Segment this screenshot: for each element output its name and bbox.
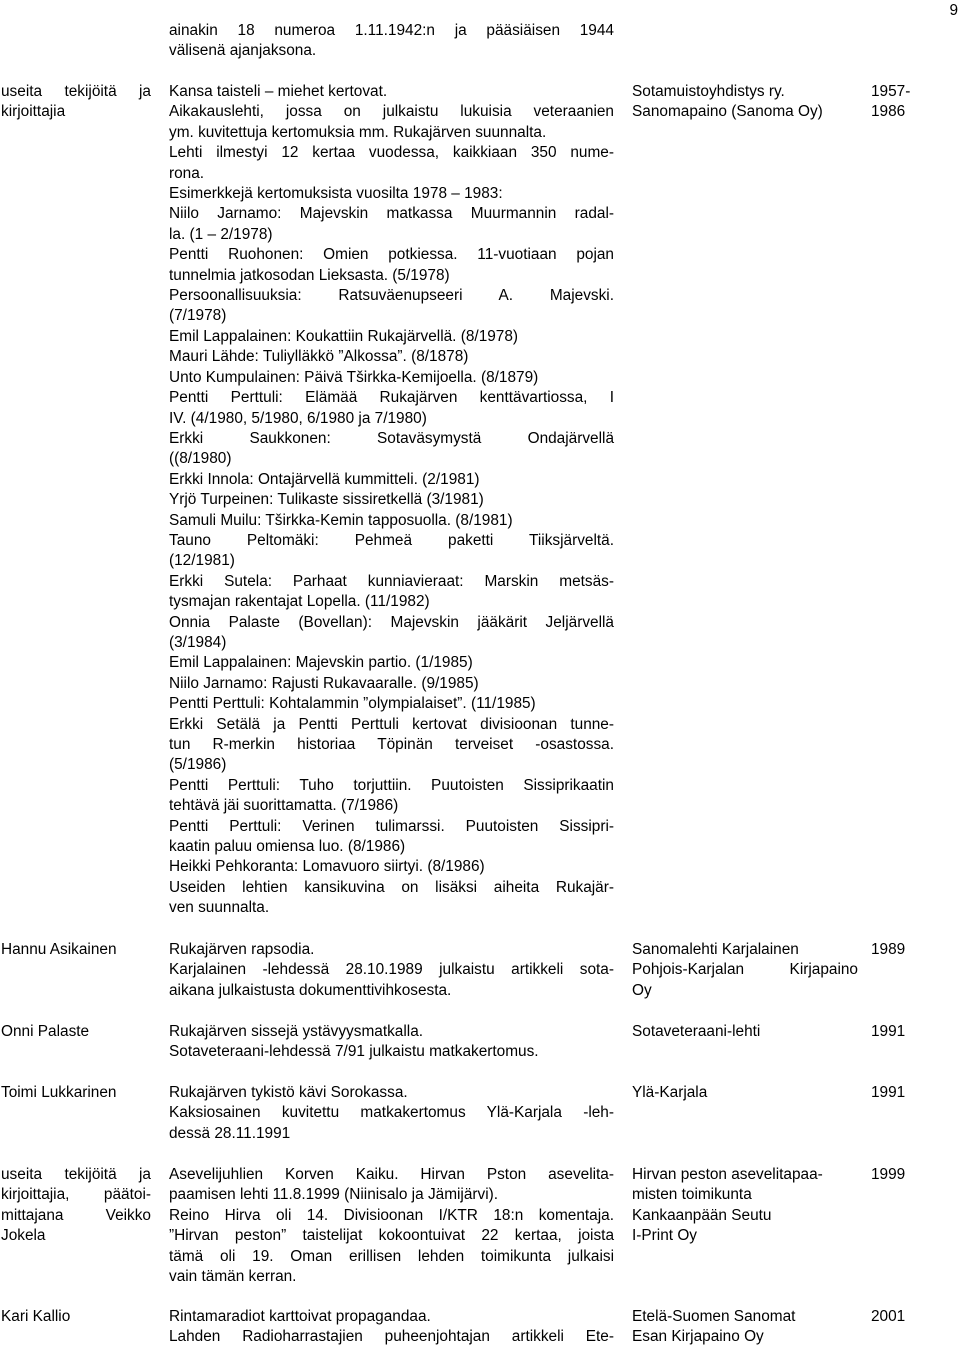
text-line: Niilo Jarnamo: Rajusti Rukavaaralle. (9/1985) bbox=[169, 674, 479, 692]
author-cell bbox=[1, 940, 151, 960]
publisher-cell bbox=[632, 1307, 858, 1348]
author-cell bbox=[1, 1083, 151, 1103]
text-line: Pohjois-Karjalan Kirjapaino bbox=[632, 961, 858, 979]
text-line: mittajana Veikko bbox=[1, 1206, 151, 1224]
text-line: Niilo Jarnamo: Majevskin matkassa Muurmannin radal- bbox=[169, 205, 614, 223]
text-line: ((8/1980) bbox=[169, 450, 232, 468]
author-cell bbox=[1, 1165, 151, 1247]
text-line: IV. (4/1980, 5/1980, 6/1980 ja 7/1980) bbox=[169, 409, 427, 427]
text-line: Oy bbox=[632, 981, 652, 999]
description-cell bbox=[169, 1022, 614, 1063]
text-line: rona. bbox=[169, 164, 205, 182]
text-line: tun R-merkin historiaa Töpinän terveiset -osastossa. bbox=[169, 736, 614, 753]
text-line: Onnia Palaste (Bovellan): Majevskin jääkärit Jeljärvellä bbox=[169, 613, 614, 631]
text-line: Pentti Perttuli: Elämää Rukajärven kenttävartiossa, I bbox=[169, 389, 614, 407]
text-line: (5/1986) bbox=[169, 756, 227, 774]
text-line: Persoonallisuuksia: Ratsuväenupseeri A. Majevski. bbox=[169, 287, 614, 305]
text-line: (12/1981) bbox=[169, 552, 235, 570]
text-line: tysmajan rakentajat Lopella. (11/1982) bbox=[169, 593, 430, 611]
text-line: tehtävä jäi suorittamatta. (7/1986) bbox=[169, 797, 399, 815]
text-line: useita tekijöitä ja bbox=[1, 1166, 151, 1183]
text-line: tämä oli 19. Oman erillisen lehden toimikunta julkaisi bbox=[169, 1247, 614, 1265]
text-line: Lahden Radioharrastajien puheenjohtajan artikkeli Ete- bbox=[169, 1328, 614, 1346]
text-line: Pentti Ruohonen: Omien potkiessa. 11-vuotiaan pojan bbox=[169, 246, 614, 264]
text-line: Erkki Innola: Ontajärvellä kummitteli. (2/1981) bbox=[169, 470, 480, 488]
text-line: Kankaanpään Seutu bbox=[632, 1206, 772, 1224]
text-line: Erkki Saukkonen: Sotaväsymystä Ondajärvellä bbox=[169, 429, 614, 447]
text-line: aikana julkaistusta dokumenttivihkosesta. bbox=[169, 981, 452, 999]
text-line: Sotaveteraani-lehdessä 7/91 julkaistu matkakertomus. bbox=[169, 1043, 539, 1061]
text-line: dessä 28.11.1991 bbox=[169, 1124, 291, 1142]
text-line: I-Print Oy bbox=[632, 1227, 697, 1245]
text-line: la. (1 – 2/1978) bbox=[169, 225, 273, 243]
text-line: Toimi Lukkarinen bbox=[1, 1084, 117, 1101]
text-line: ym. kuvitettuja kertomuksia mm. Rukajärven suunnalta. bbox=[169, 123, 547, 141]
text-line: paamisen lehti 11.8.1999 (Niinisalo ja Jämijärvi). bbox=[169, 1186, 499, 1204]
text-line: Esan Kirjapaino Oy bbox=[632, 1328, 764, 1346]
text-line: Etelä-Suomen Sanomat bbox=[632, 1308, 796, 1325]
author-cell bbox=[1, 1022, 151, 1042]
text-line: Hirvan peston asevelitapaa- bbox=[632, 1166, 823, 1183]
description-cell bbox=[169, 82, 614, 919]
text-line: kirjoittajia, päätoi- bbox=[1, 1186, 151, 1204]
text-line: Rukajärven tykistö kävi Sorokassa. bbox=[169, 1084, 408, 1101]
page-number: 9 bbox=[949, 2, 958, 19]
text-line: 2001 bbox=[871, 1308, 906, 1325]
text-line: 1991 bbox=[871, 1023, 906, 1040]
text-line: 1957- bbox=[871, 83, 911, 100]
text-line: Yrjö Turpeinen: Tulikaste sissiretkellä (3/1981) bbox=[169, 491, 484, 509]
publisher-cell bbox=[632, 82, 858, 123]
text-line: kaatin paluu omiensa luo. (8/1986) bbox=[169, 838, 406, 856]
text-line: välisenä ajanjaksona. bbox=[169, 42, 317, 60]
text-line: Kari Kallio bbox=[1, 1308, 71, 1325]
text-line: kirjoittajia bbox=[1, 103, 66, 121]
text-line: Pentti Perttuli: Kohtalammin ”olympialaiset”. (11/1985) bbox=[169, 695, 536, 713]
text-line: Rintamaradiot karttoivat propagandaa. bbox=[169, 1308, 431, 1325]
publisher-cell bbox=[632, 940, 858, 1001]
text-line: Rukajärven sissejä ystävyysmatkalla. bbox=[169, 1023, 424, 1040]
text-line: Kansa taisteli – miehet kertovat. bbox=[169, 83, 388, 100]
author-cell bbox=[1, 82, 151, 123]
text-line: Sotaveteraani-lehti bbox=[632, 1023, 761, 1040]
description-cell bbox=[169, 1165, 614, 1287]
description-cell bbox=[169, 21, 614, 62]
text-line: Sanomapaino (Sanoma Oy) bbox=[632, 103, 823, 121]
text-line: Karjalainen -lehdessä 28.10.1989 julkaistu artikkeli sota- bbox=[169, 961, 614, 979]
text-line: ven suunnalta. bbox=[169, 899, 270, 917]
text-line: Ylä-Karjala bbox=[632, 1084, 708, 1101]
text-line: Sanomalehti Karjalainen bbox=[632, 941, 799, 958]
text-line: (7/1978) bbox=[169, 307, 227, 325]
text-line: 1999 bbox=[871, 1166, 906, 1183]
text-line: tunnelmia jatkosodan Lieksasta. (5/1978) bbox=[169, 266, 450, 284]
text-line: ”Hirvan peston” taistelijat kokoontuivat 22 kertaa, joista bbox=[169, 1227, 614, 1245]
text-line: Erkki Setälä ja Pentti Perttuli kertovat divisioonan tunne- bbox=[169, 715, 614, 733]
text-line: Asevelijuhlien Korven Kaiku. Hirvan Pston asevelita- bbox=[169, 1166, 614, 1183]
text-line: Hannu Asikainen bbox=[1, 941, 117, 958]
description-cell bbox=[169, 1307, 614, 1348]
year-cell bbox=[871, 940, 931, 960]
year-cell bbox=[871, 1083, 931, 1103]
text-line: Sotamuistoyhdistys ry. bbox=[632, 83, 785, 100]
publisher-cell bbox=[632, 1083, 858, 1103]
text-line: Emil Lappalainen: Majevskin partio. (1/1985) bbox=[169, 654, 473, 672]
text-line: Pentti Perttuli: Tuho torjuttiin. Puutoisten Sissiprikaatin bbox=[169, 776, 614, 794]
text-line: misten toimikunta bbox=[632, 1186, 752, 1204]
text-line: Aikakauslehti, jossa on julkaistu lukuisia veteraanien bbox=[169, 103, 614, 121]
text-line: Jokela bbox=[1, 1227, 46, 1245]
description-cell bbox=[169, 940, 614, 1001]
text-line: 1986 bbox=[871, 103, 906, 121]
year-cell bbox=[871, 1307, 931, 1327]
text-line: 1989 bbox=[871, 941, 906, 958]
text-line: (3/1984) bbox=[169, 633, 227, 651]
text-line: Esimerkkejä kertomuksista vuosilta 1978 – 1983: bbox=[169, 185, 503, 203]
text-line: Lehti ilmestyi 12 kertaa vuodessa, kaikkiaan 350 nume- bbox=[169, 144, 614, 162]
text-line: Emil Lappalainen: Koukattiin Rukajärvellä. (8/1978) bbox=[169, 327, 519, 345]
text-line: Erkki Sutela: Parhaat kunniavieraat: Marskin metsäs- bbox=[169, 572, 614, 590]
year-cell bbox=[871, 1165, 931, 1185]
text-line: Heikki Pehkoranta: Lomavuoro siirtyi. (8/1986) bbox=[169, 858, 485, 876]
text-line: vain tämän kerran. bbox=[169, 1268, 297, 1286]
text-line: ainakin 18 numeroa 1.11.1942:n ja pääsiäisen 1944 bbox=[169, 22, 614, 39]
text-line: 1991 bbox=[871, 1084, 906, 1101]
text-line: Rukajärven rapsodia. bbox=[169, 941, 315, 958]
text-line: Pentti Perttuli: Verinen tulimarssi. Puutoisten Sissipri- bbox=[169, 817, 614, 835]
author-cell bbox=[1, 1307, 151, 1327]
text-line: Tauno Peltomäki: Pehmeä paketti Tiiksjärveltä. bbox=[169, 531, 614, 549]
text-line: Kaksiosainen kuvitettu matkakertomus Ylä-Karjala -leh- bbox=[169, 1104, 614, 1122]
year-cell bbox=[871, 1022, 931, 1042]
text-line: Mauri Lähde: Tuliylläkkö ”Alkossa”. (8/1878) bbox=[169, 348, 469, 366]
description-cell bbox=[169, 1083, 614, 1144]
text-line: Samuli Muilu: Tširkka-Kemin tapposuolla. (8/1981) bbox=[169, 511, 513, 529]
text-line: Useiden lehtien kansikuvina on lisäksi aiheita Rukajär- bbox=[169, 878, 614, 896]
year-cell bbox=[871, 82, 931, 123]
text-line: useita tekijöitä ja bbox=[1, 83, 151, 100]
publisher-cell bbox=[632, 1165, 858, 1247]
text-line: Unto Kumpulainen: Päivä Tširkka-Kemijoella. (8/1879) bbox=[169, 368, 539, 386]
publisher-cell bbox=[632, 1022, 858, 1042]
text-line: Onni Palaste bbox=[1, 1023, 90, 1040]
text-line: Reino Hirva oli 14. Divisioonan I/KTR 18:n komentaja. bbox=[169, 1206, 614, 1224]
